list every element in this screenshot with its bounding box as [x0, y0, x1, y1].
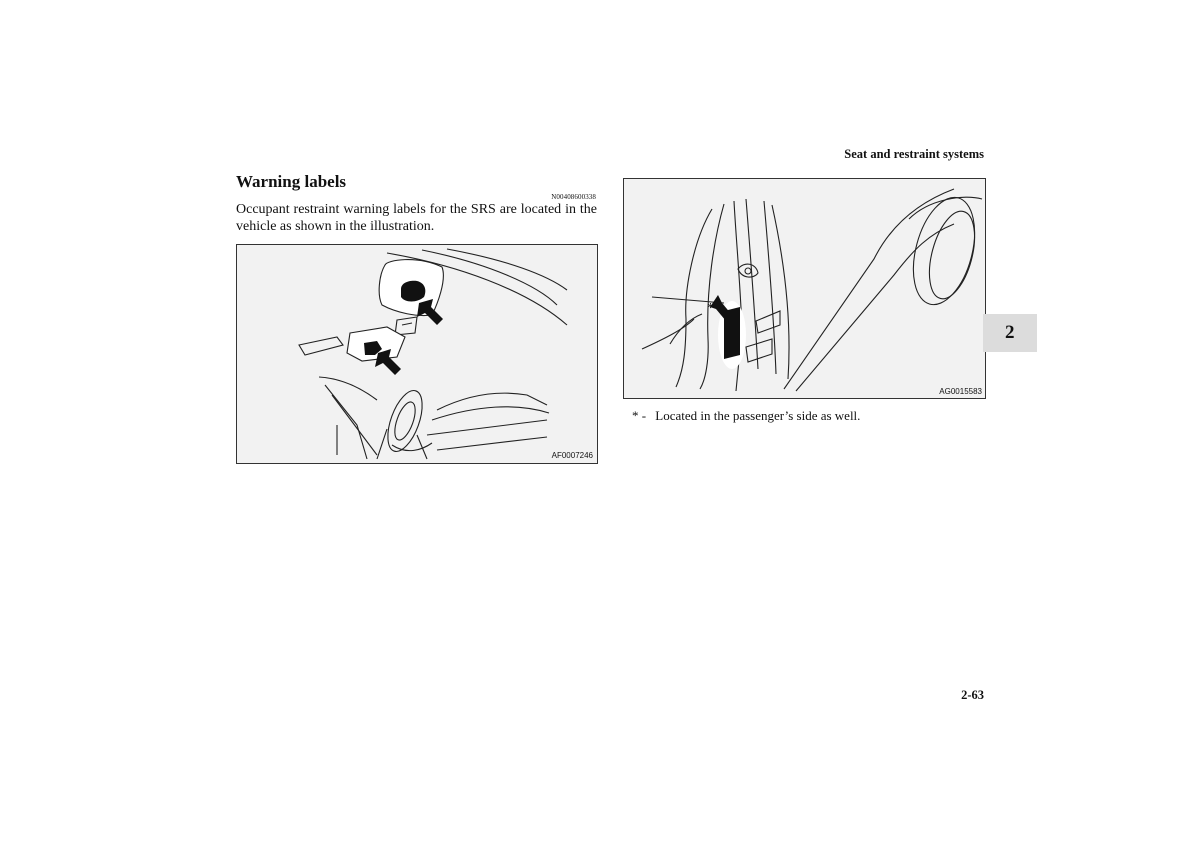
door-pillar-label-illustration [623, 178, 986, 399]
asterisk-marker: * [707, 301, 714, 316]
section-heading: Warning labels [236, 172, 347, 191]
chapter-number: 2 [1005, 322, 1015, 343]
chapter-tab [983, 314, 1037, 352]
figure-code: AF0007246 [551, 451, 593, 460]
door-pillar-drawing [624, 179, 985, 398]
body-paragraph: Occupant restraint warning labels for the SRS are located in the vehicle as shown in the illustration. [236, 202, 597, 234]
footnote-marker: * - [632, 408, 647, 423]
sun-visor-drawing [237, 245, 597, 463]
footnote-text: Located in the passenger’s side as well. [655, 408, 861, 423]
document-code: N00408600338 [551, 193, 596, 201]
sun-visor-label-illustration [236, 244, 598, 464]
footnote [632, 408, 860, 424]
section-header: Seat and restraint systems [844, 147, 984, 161]
page-number: 2-63 [961, 688, 984, 702]
figure-code: AG0015583 [939, 387, 982, 396]
